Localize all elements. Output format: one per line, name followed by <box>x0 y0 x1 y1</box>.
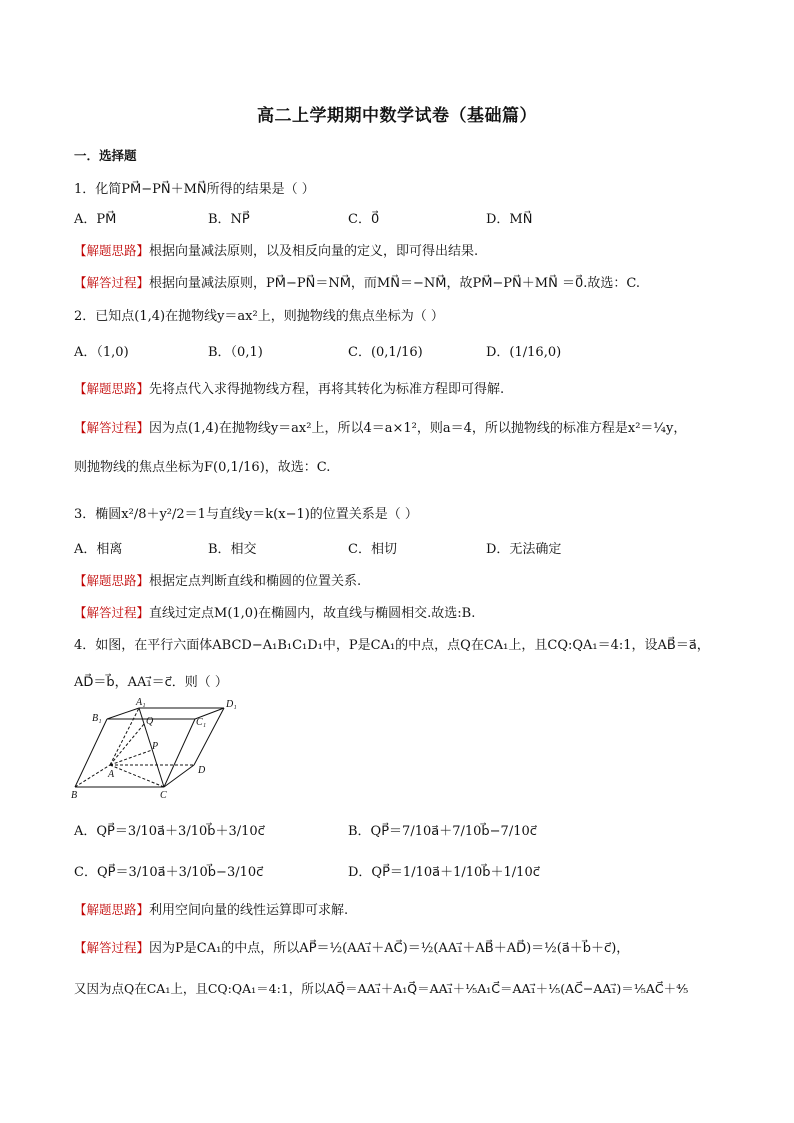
q4-option-d: D．QP⃗＝1/10a⃗＋1/10b⃗＋1/10c⃗ <box>348 865 540 880</box>
q4-stem: 4．如图，在平行六面体ABCD−A₁B₁C₁D₁中，P是CA₁的中点，点Q在CA₁上，且CQ:QA₁＝4:1，设AB⃗＝a⃗， <box>74 638 710 653</box>
label-d: D <box>198 765 206 776</box>
q2-process-cont: 则抛物线的焦点坐标为F(0,1/16)，故选：C. <box>74 460 331 475</box>
label-p: P <box>152 741 159 752</box>
process-label: 【解答过程】 <box>74 940 150 955</box>
q3-process <box>74 602 475 621</box>
q4-option-a: A．QP⃗＝3/10a⃗＋3/10b⃗＋3/10c⃗ <box>74 824 265 839</box>
q2-option-d: D．(1/16,0) <box>486 345 562 360</box>
thinking-label: 【解题思路】 <box>74 573 150 588</box>
q1-thinking-text: 根据向量减法原则，以及相反向量的定义，即可得出结果. <box>149 244 479 259</box>
process-label: 【解答过程】 <box>74 275 150 290</box>
q4-process-cont: 又因为点Q在CA₁上，且CQ:QA₁＝4:1，所以AQ⃗＝AA₁⃗＋A₁Q⃗＝AA₁⃗＋⅕A₁C⃗＝AA₁⃗＋⅕(AC⃗−AA₁⃗)＝⅕AC⃗＋⅘ <box>74 981 689 996</box>
q2-option-b: B．（0,1) <box>208 345 263 360</box>
q1-option-c: C．0⃗ <box>348 212 380 227</box>
q1-thinking <box>74 240 478 259</box>
thinking-label: 【解题思路】 <box>74 243 150 258</box>
label-a: A <box>108 769 115 780</box>
q1-process-text: 根据向量减法原则，PM⃗−PN⃗＝NM⃗，而MN⃗＝−NM⃗，故PM⃗−PN⃗＋MN⃗ ＝0⃗.故选：C. <box>149 276 640 291</box>
q4-thinking-text: 利用空间向量的线性运算即可求解. <box>149 903 349 918</box>
label-d1: D₁ <box>226 699 237 710</box>
q4-option-b: B．QP⃗＝7/10a⃗＋7/10b⃗−7/10c⃗ <box>348 824 537 839</box>
q4-stem-cont: AD⃗＝b⃗，AA₁⃗＝c⃗．则（ ） <box>74 675 228 690</box>
q2-thinking-text: 先将点代入求得抛物线方程，再将其转化为标准方程即可得解. <box>149 382 505 397</box>
label-q: Q <box>146 716 154 727</box>
process-label: 【解答过程】 <box>74 605 150 620</box>
parallelepiped-diagram <box>70 697 245 801</box>
label-c1: C₁ <box>196 717 207 728</box>
q1-option-b: B．NP⃗ <box>208 212 250 227</box>
page-title: 高二上学期期中数学试卷（基础篇） <box>257 106 537 126</box>
q3-option-b: B．相交 <box>208 542 257 557</box>
q4-process <box>74 937 629 956</box>
thinking-label: 【解题思路】 <box>74 381 150 396</box>
section-heading: 一．选择题 <box>74 148 137 163</box>
q3-option-d: D．无法确定 <box>486 542 562 557</box>
q4-thinking <box>74 899 348 918</box>
q1-stem: 1．化简PM⃗−PN⃗＋MN⃗所得的结果是（ ） <box>74 182 315 197</box>
label-a1: A₁ <box>136 697 146 708</box>
q3-thinking <box>74 570 361 589</box>
label-b1: B₁ <box>92 713 102 724</box>
q2-thinking <box>74 378 504 397</box>
process-label: 【解答过程】 <box>74 420 150 435</box>
q3-process-text: 直线过定点M(1,0)在椭圆内，故直线与椭圆相交.故选:B. <box>149 606 476 621</box>
q2-option-a: A．（1,0) <box>74 345 129 360</box>
q2-process <box>74 417 686 436</box>
q2-option-c: C．(0,1/16) <box>348 345 423 360</box>
q1-option-a: A．PM⃗ <box>74 212 117 227</box>
q3-option-c: C．相切 <box>348 542 397 557</box>
q2-process-text: 因为点(1,4)在抛物线y＝ax²上，所以4＝a×1²，则a＝4，所以抛物线的标准方程是x²＝¼y， <box>149 421 687 436</box>
label-b: B <box>71 790 78 801</box>
q1-option-d: D．MN⃗ <box>486 212 533 227</box>
label-c: C <box>160 790 167 801</box>
q3-option-a: A．相离 <box>74 542 123 557</box>
q4-process-text: 因为P是CA₁的中点，所以AP⃗＝½(AA₁⃗＋AC⃗)＝½(AA₁⃗＋AB⃗＋AD⃗)＝½(a⃗＋b⃗＋c⃗)， <box>149 941 630 956</box>
q1-process <box>74 272 640 291</box>
q2-stem: 2．已知点(1,4)在抛物线y＝ax²上，则抛物线的焦点坐标为（ ） <box>74 309 444 324</box>
q3-stem: 3．椭圆x²/8＋y²/2＝1与直线y＝k(x−1)的位置关系是（ ） <box>74 507 418 522</box>
thinking-label: 【解题思路】 <box>74 902 150 917</box>
q3-thinking-text: 根据定点判断直线和椭圆的位置关系. <box>149 574 362 589</box>
q4-option-c: C．QP⃗＝3/10a⃗＋3/10b⃗−3/10c⃗ <box>74 865 264 880</box>
